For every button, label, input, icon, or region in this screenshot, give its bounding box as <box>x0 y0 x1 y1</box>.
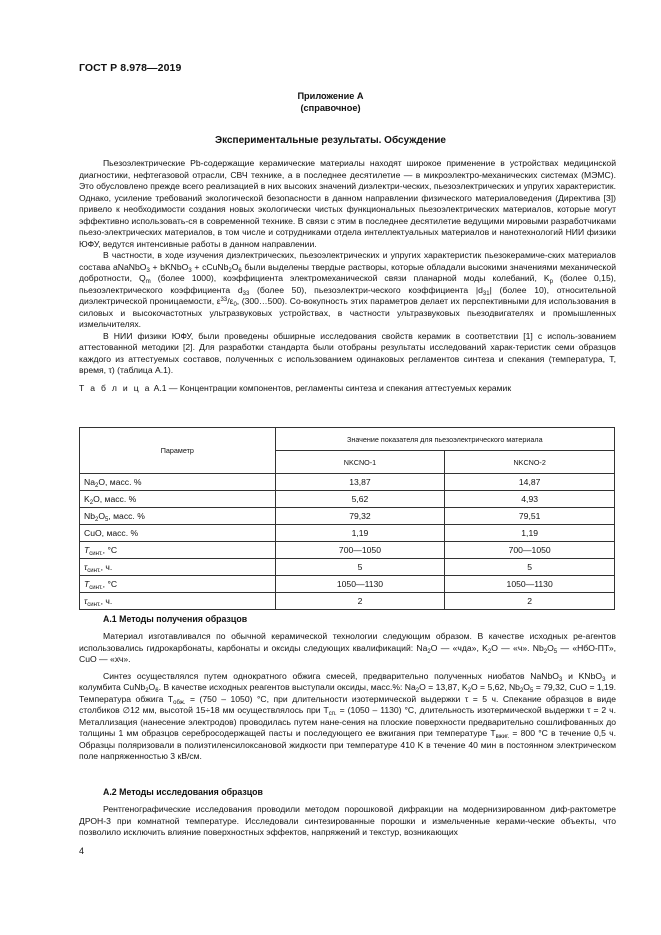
table-row <box>80 474 615 491</box>
table-caption-number: А.1 <box>153 383 167 393</box>
table-cell-param: $T_{синт.}$, °С <box>80 576 276 593</box>
table-row <box>80 525 615 542</box>
table-cell: 79,32 <box>275 508 445 525</box>
table-cell: 5 <box>445 559 615 576</box>
table-cell: 13,87 <box>275 474 445 491</box>
table-cell: 1050—1130 <box>445 576 615 593</box>
subhead-a2: А.2 Методы исследования образцов <box>103 787 263 797</box>
table-caption <box>79 383 616 393</box>
table-cell-param: $\tau_{синт.}$, ч. <box>80 593 276 610</box>
paragraph-4: Материал изготавливался по обычной керамической технологии следующим образом. В качестве исходных ре-агентов использовались гидрокарбонаты, карбонаты и оксиды следующих квалификаций: $Na_2O$ — «чда», $K_2O$ — «ч». $Nb_2O_5$ — «НбО-ПТ», CuO — «хч». <box>79 631 616 664</box>
appendix-title: Приложение А <box>297 91 364 101</box>
paragraph-1: Пьезоэлектрические Pb-содержащие керамические материалы находят широкое применение в устройствах медицинской диагностики, нефтегазовой отрасли, СВЧ технике, а в последнее десятилетие — в микроэлектро-механических системах (МЭМС). Это обусловлено прежде всего реализацией в них высоких значений диэлектри-ческих, пьезоэлектрических и упругих характеристик. Однако, усиление требований экологической безопасности в данном направлении физического материаловедения (Директива [3]) привело к необходимости создания новых экологически чистых функциональных пьезоэлектрических материалов, которые могут эффективно использовать-ся в современной технике. В связи с этим в последнее десятилетие ведущими мировыми разработчиками пьезо-электрических материалов, в том числе и сотрудниками отдела интеллектуальных материалов и нанотехнологий НИИ физики ЮФУ, ведутся интенсивные работы в данном направлении. <box>79 158 616 249</box>
appendix-subtitle: (справочное) <box>300 103 361 113</box>
table-cell: 700—1050 <box>275 542 445 559</box>
table-row <box>80 593 615 610</box>
research-text <box>79 804 616 839</box>
table-cell-param: $Nb_2O_5$, масс. % <box>80 508 276 525</box>
table-cell-param: $Na_2O$, масс. % <box>80 474 276 491</box>
header-col-1: NKCNO-1 <box>275 451 445 474</box>
table-cell: 79,51 <box>445 508 615 525</box>
data-table <box>79 427 615 610</box>
table-cell: 1,19 <box>275 525 445 542</box>
table-row <box>80 508 615 525</box>
table-cell-param: CuO, масс. % <box>80 525 276 542</box>
table-caption-label: Т а б л и ц а <box>79 383 152 393</box>
header-value: Значение показателя для пьезоэлектрического материала <box>275 428 614 451</box>
paragraph-5: Синтез осуществлялся путем однократного обжига смесей, предварительно полученных ниобатов NaNbO$_3$ и KNbO$_3$ и колумбита $CuNb_2O_6$. В качестве исходных реагентов выступали оксиды, масс.%: $Na_2O = 13,87$, $K_2O = 5,62$, $Nb_2O_5 = 79,32$, CuO = 1,19. Температура обжига $T_{обж.} = (750 - 1050)$ °C, при длительности изотермической выдержки τ = 5 ч. Спекание образцов в виде столбиков ∅12 мм, высотой 15÷18 мм осуществлялось при $T_{сп.} = (1050 - 1130)$ °C, длительность изотермической выдержки τ = 2 ч. Металлизация (нанесение электродов) проводилась путем нане-сения на плоские поверхности предварительно сошлифованных до толщины 1 мм образцов серебросодержащей пасты и последующего ее вжигания при температуре $T_{вжиг.} = 800$ °C в течение 0,5 ч. Образцы поляризовали в полиэтиленсилоксановой жидкости при температуре 410 K в течение 40 мин в постоянном электрическом поле напряженностью 3 кВ/см. <box>79 670 617 761</box>
table-row <box>80 576 615 593</box>
table-row <box>80 491 615 508</box>
paragraph-2: В частности, в ходе изучения диэлектрических, пьезоэлектрических и упругих характеристик пьезокерамиче-ских материалов состава aNaNbO$_3$ + bKNbO$_3$ + $cCuNb_2O_6$ были выделены твердые растворы, которые обладали высокими значениями механической добротности, $Q_m$ (более 1000), коэффициента электромеханической связи планарной моды колебаний, $K_p$ (более 0,15), пьезоэлектрического коэффициента $d_{33}$ (более 50), пьезоэлектри-ческого коэффициента $|d_{31}|$ (более 10), относительной диэлектрической проницаемости, $\varepsilon^{33}/\varepsilon_0$, (300…500). Со-вокупность этих параметров делает их перспективными для использования в силовых и высокочастотных ультразвуковых устройствах, в частности ультразвуковых пьезодвигателях и промышленных измельчителях. <box>79 250 616 329</box>
paragraph-6: Рентгенографические исследования проводили методом порошковой дифракции на модернизированном диф-рактометре ДРОН-3 при комнатной температуре. Исследовали синтезированные порошки и измельченные керами-ческие объекты, что позволило исключить влияние поверхностных эффектов, напряжений и текстур, возникающих <box>79 804 616 837</box>
table-caption-text: — Концентрации компонентов, регламенты синтеза и спекания аттестуемых керамик <box>168 383 512 393</box>
table-cell: 2 <box>445 593 615 610</box>
table-cell: 1,19 <box>445 525 615 542</box>
table-cell: 5 <box>275 559 445 576</box>
methods-text <box>79 631 616 763</box>
table-row <box>80 559 615 576</box>
appendix-heading <box>0 90 661 114</box>
table-cell-param: $T_{синт.}$, °С <box>80 542 276 559</box>
table-cell: 700—1050 <box>445 542 615 559</box>
subhead-a1: А.1 Методы получения образцов <box>103 614 248 624</box>
table-cell: 1050—1130 <box>275 576 445 593</box>
document-code: ГОСТ Р 8.978—2019 <box>79 62 182 74</box>
header-parameter: Параметр <box>80 428 276 474</box>
intro-text <box>79 158 616 377</box>
table-cell-param: $K_2O$, масс. % <box>80 491 276 508</box>
table-cell: 14,87 <box>445 474 615 491</box>
table-cell: 5,62 <box>275 491 445 508</box>
table-row <box>80 542 615 559</box>
table-cell: 4,93 <box>445 491 615 508</box>
header-col-2: NKCNO-2 <box>445 451 615 474</box>
page-number: 4 <box>79 846 85 856</box>
paragraph-3: В НИИ физики ЮФУ, были проведены обширные исследования свойств керамик в соответствии [1] с исполь-зованием аттестованной методики [2]. Для разработки стандарта были отобраны результаты исследований харак-теристик семи образцов каждого из аттестуемых составов, полученных с использованием одинаковых регламентов синтеза и спекания (температура, T, время, τ) (таблица А.1). <box>79 330 616 375</box>
section-title: Экспериментальные результаты. Обсуждение <box>215 135 446 146</box>
table-cell: 2 <box>275 593 445 610</box>
table-cell-param: $\tau_{синт.}$, ч. <box>80 559 276 576</box>
